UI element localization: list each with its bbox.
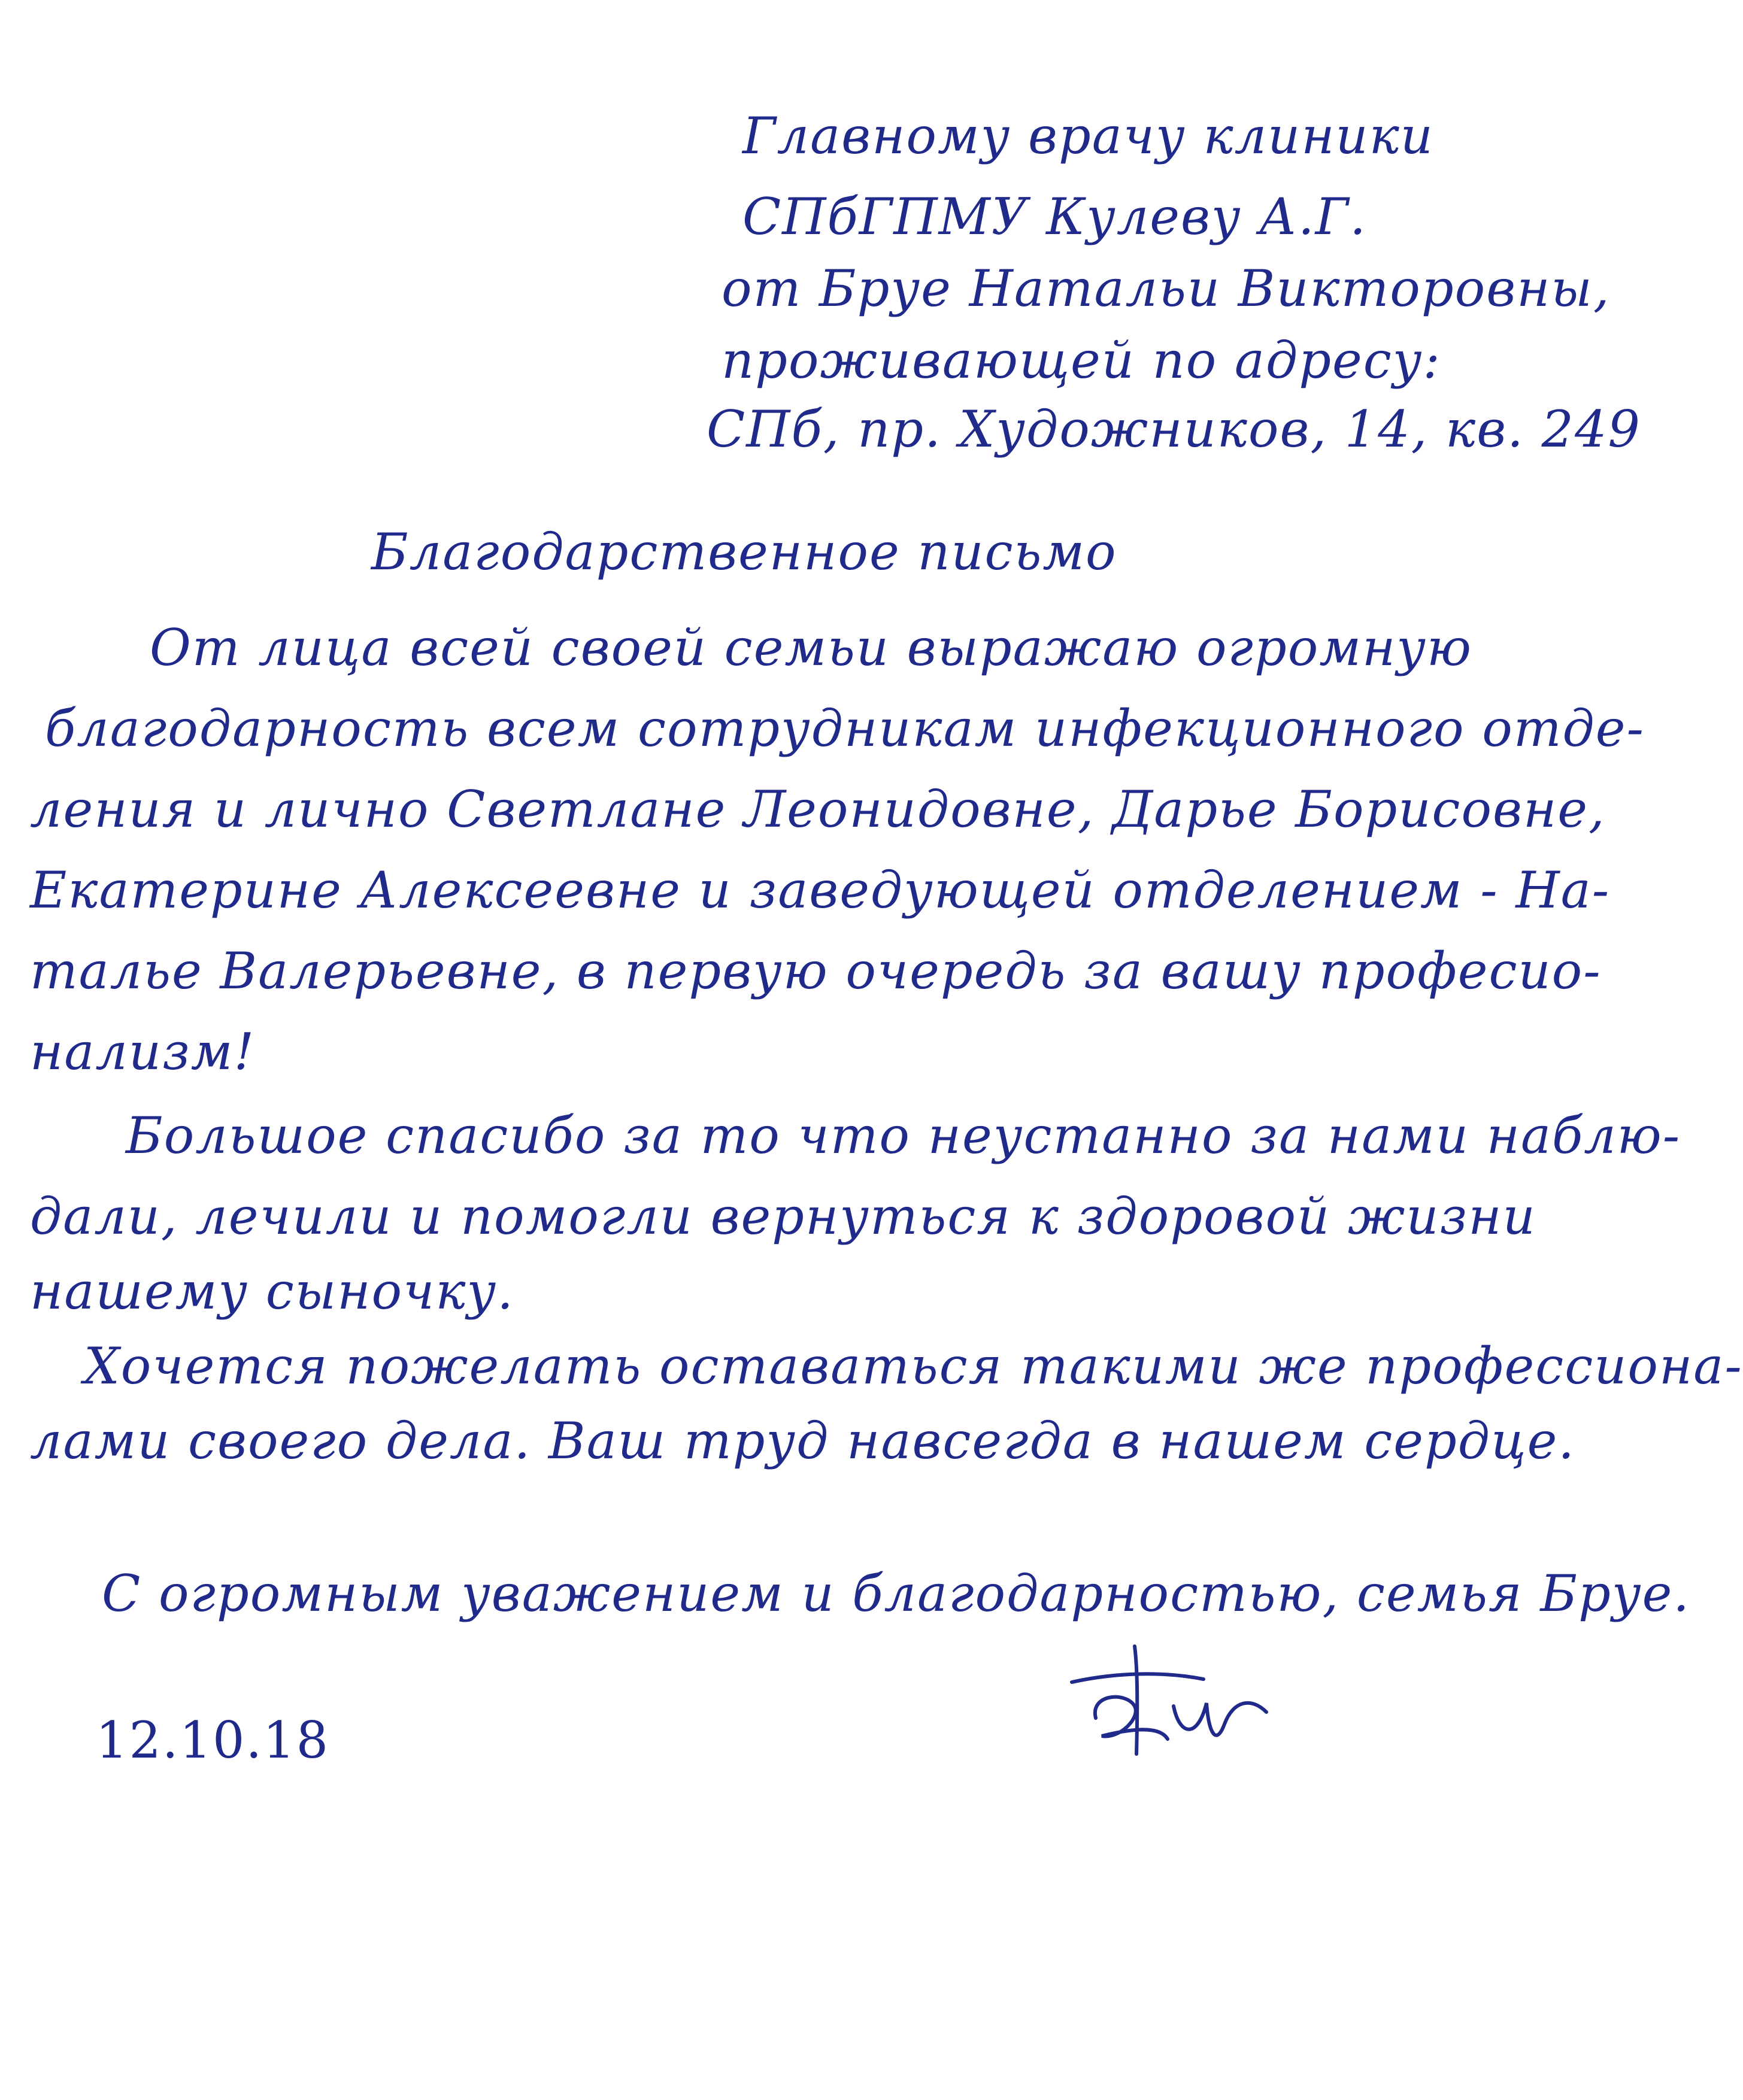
- letter-title: Благодарственное письмо: [371, 523, 1117, 581]
- body-line-3: ления и лично Светлане Леонидовне, Дарье Борисовне,: [30, 780, 1606, 839]
- body-line-11: лами своего дела. Ваш труд навсегда в нашем сердце.: [30, 1412, 1575, 1470]
- addressee-line-1: Главному врачу клиники: [742, 107, 1434, 165]
- signature-mark: [1054, 1634, 1281, 1778]
- sender-address: СПб, пр. Художников, 14, кв. 249: [707, 400, 1641, 459]
- body-line-9: нашему сыночку.: [30, 1262, 514, 1321]
- body-line-8: дали, лечили и помогли вернуться к здоровой жизни: [30, 1187, 1536, 1246]
- letter-date: 12.10.18: [96, 1711, 330, 1770]
- sender-line-1: от Бруе Натальи Викторовны,: [722, 259, 1611, 318]
- closing-line: С огромным уважением и благодарностью, семья Бруе.: [102, 1564, 1690, 1623]
- body-line-10: Хочется пожелать оставаться такими же профессиона-: [84, 1337, 1743, 1395]
- body-line-4: Екатерине Алексеевне и заведующей отделением - На-: [30, 861, 1611, 919]
- addressee-line-2: СПбГПМУ Кулеву А.Г.: [742, 187, 1367, 246]
- body-line-2: благодарность всем сотрудникам инфекционного отде-: [45, 699, 1645, 758]
- body-line-7: Большое спасибо за то что неустанно за нами наблю-: [126, 1106, 1681, 1165]
- body-line-1: От лица всей своей семьи выражаю огромную: [150, 618, 1472, 677]
- sender-line-2: проживающей по адресу:: [722, 331, 1441, 390]
- body-line-5: талье Валерьевне, в первую очередь за вашу професио-: [30, 942, 1602, 1000]
- body-line-6: нализм!: [30, 1022, 256, 1081]
